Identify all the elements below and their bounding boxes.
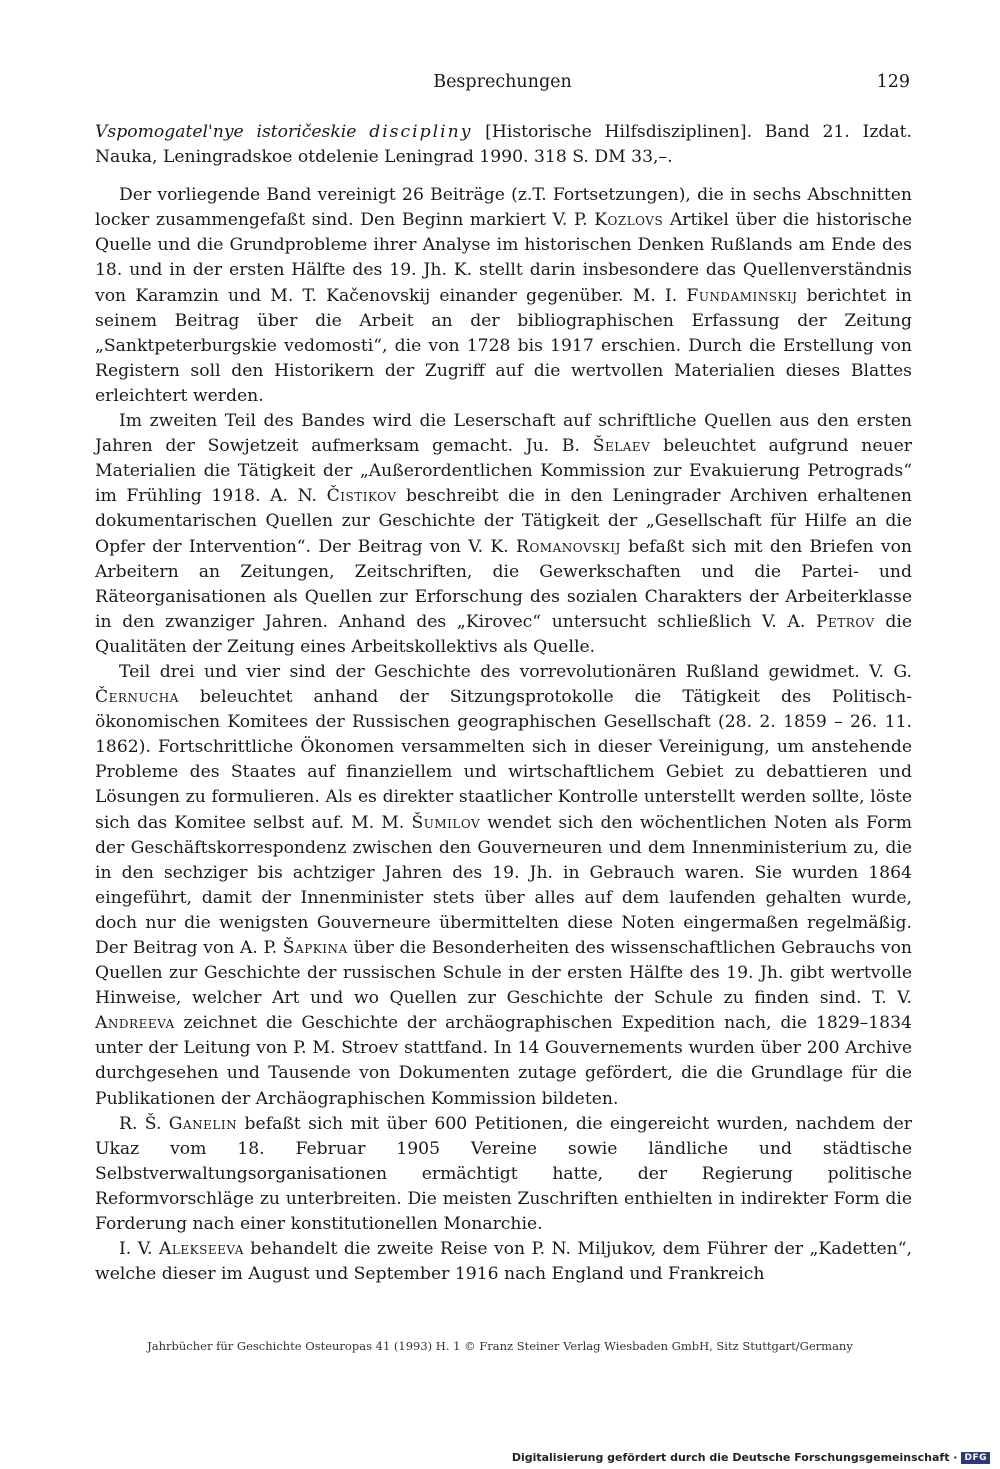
text: befaßt sich mit über 600 Petitionen, die eingereicht wurden, nachdem der Ukaz vom 18. Februar 1905 Vereine sowie ländliche und städtische Selbstverwaltungsorganisationen ermächtigt hatte, der Regierung politische Reformvorschläge zu unterbreiten. Die meisten Zuschriften enthielten in indirekter Form die Forderung nach einer konstitutionellen Monarchie.: [95, 1113, 912, 1235]
text: Teil drei und vier sind der Geschichte des vorrevolutionären Rußland gewidmet. V. G.: [119, 661, 912, 682]
text: wendet sich den wöchentlichen Noten als Form der Geschäftskorrespondenz zwischen den Gouverneuren und dem Innenministerium zu, die in den sechziger bis achtziger Jahren des 19. Jh. in Gebrauch waren. Sie wurden 1864 eingeführt, damit der Innenminister stets über alles auf dem laufenden gehalten wurde, doch nur die wenigsten Gouverneure übermittelten diese Noten eingermaßen regelmäßig. Der Beitrag von A. P.: [95, 812, 912, 958]
paragraph-1: [95, 183, 912, 409]
author-name: Šumilov: [411, 812, 481, 833]
paragraph-3: [95, 660, 912, 1112]
citation-title: Vspomogatel'nye istoričeskie: [95, 122, 357, 142]
dfg-logo: DFG: [961, 1452, 990, 1464]
digitization-credit: [512, 1451, 990, 1464]
author-name: Kozlovs: [594, 210, 664, 231]
author-name: Černucha: [95, 687, 179, 708]
author-name: Alekseeva: [159, 1239, 244, 1260]
article-body: [95, 120, 912, 1287]
text: berichtet in seinem Beitrag über die Arbeit an der bibliographischen Erfassung der Zeitung „Sanktpeterburgskie vedomosti“, die von 1728 bis 1917 erschien. Durch die Erstellung von Registern soll den Historikern der Zugriff auf die wertvollen Materialien dieses Blattes erleichtert werden.: [95, 285, 912, 406]
text: I. V.: [119, 1239, 159, 1260]
page-number: 129: [876, 72, 910, 92]
citation-details: [Historische Hilfsdisziplinen]. Band 21. Izdat. Nauka, Leningradskoe otdelenie Leningrad 1990. 318 S. DM 33,–.: [95, 122, 912, 168]
running-title: Besprechungen: [433, 72, 572, 92]
text: zeichnet die Geschichte der archäographischen Expedition nach, die 1829–1834 unter der Leitung von P. M. Stroev stattfand. In 14 Gouvernements wurden über 200 Archive durchgesehen und Tausende von Dokumenten zutage gefördert, die die Grundlage für die Publikationen der Archäographischen Kommission bildeten.: [95, 1013, 912, 1109]
author-name: Čistikov: [326, 486, 397, 507]
author-name: Šapkina: [282, 938, 348, 958]
text: die Qualitäten der Zeitung eines Arbeitskollektivs als Quelle.: [95, 611, 912, 657]
author-name: Andreeva: [95, 1013, 175, 1034]
text: über die Besonderheiten des wissenschaftlichen Gebrauchs von Quellen zur Geschichte der russischen Schule in der ersten Hälfte des 19. Jh. gibt wertvolle Hinweise, welcher Art und wo Quellen zur Geschichte der Schule zu finden sind. T. V.: [95, 938, 912, 1009]
publication-footer: Jahrbücher für Geschichte Osteuropas 41 (1993) H. 1 © Franz Steiner Verlag Wiesbaden GmbH, Sitz Stuttgart/Germany: [147, 1339, 853, 1353]
author-name: Petrov: [815, 611, 875, 632]
paragraph-2: [95, 409, 912, 660]
text: beleuchtet anhand der Sitzungsprotokolle die Tätigkeit des Politisch-ökonomischen Komitees der Russischen geographischen Gesellschaft (28. 2. 1859 – 26. 11. 1862). Fortschrittliche Ökonomen versammelten sich in dieser Vereinigung, um anstehende Probleme des Staates auf finanziellem und wirtschaftlichem Gebiet zu debattieren und Lösungen zu formulieren. Als es direkter staatlicher Kontrolle unterstellt werden sollte, löste sich das Komitee selbst auf. M. M.: [95, 687, 912, 833]
paragraph-4: [95, 1112, 912, 1237]
text: Artikel über die historische Quelle und die Grundprobleme ihrer Analyse im historischen Denken Rußlands am Ende des 18. und in der ersten Hälfte des 19. Jh. K. stellt darin insbesondere das Quellenverständnis von Karamzin und M. T. Kačenovskij einander gegenüber. M. I.: [95, 210, 912, 306]
digitization-credit-text: Digitalisierung gefördert durch die Deutsche Forschungsgemeinschaft ·: [511, 1451, 958, 1464]
author-name: Šelaev: [592, 436, 651, 457]
text: beleuchtet aufgrund neuer Materialien die Tätigkeit der „Außerordentlichen Kommission zur Evakuierung Petrograds“ im Frühling 1918. A. N.: [95, 436, 912, 507]
text: behandelt die zweite Reise von P. N. Miljukov, dem Führer der „Kadetten“, welche dieser im August und September 1916 nach England und Frankreich: [95, 1239, 912, 1285]
text: R. Š.: [119, 1113, 169, 1134]
author-name: Ganelin: [168, 1113, 238, 1134]
paragraph-5: [95, 1237, 912, 1287]
text: befaßt sich mit den Briefen von Arbeitern an Zeitungen, Zeitschriften, die Gewerkschaften und die Partei- und Räteorganisationen als Quellen zur Erforschung des sozialen Charakters der Arbeiterklasse in den zwanziger Jahren. Anhand des „Kirovec“ untersucht schließlich V. A.: [95, 536, 912, 632]
running-head: [95, 72, 910, 102]
bibliographic-citation: [95, 120, 912, 170]
text: Der vorliegende Band vereinigt 26 Beiträge (z.T. Fortsetzungen), die in sechs Abschnitten locker zusammengefaßt sind. Den Beginn markiert V. P.: [95, 185, 912, 231]
author-name: Romanovskij: [516, 536, 621, 557]
citation-title-spaced: discipliny: [369, 122, 473, 142]
author-name: Fundaminskij: [686, 285, 798, 306]
text: beschreibt die in den Leningrader Archiven erhaltenen dokumentarischen Quellen zur Geschichte der Tätigkeit der „Gesellschaft für Hilfe an die Opfer der Intervention“. Der Beitrag von V. K.: [95, 486, 912, 557]
text: Im zweiten Teil des Bandes wird die Leserschaft auf schriftliche Quellen aus den ersten Jahren der Sowjetzeit aufmerksam gemacht. Ju. B.: [95, 411, 912, 457]
